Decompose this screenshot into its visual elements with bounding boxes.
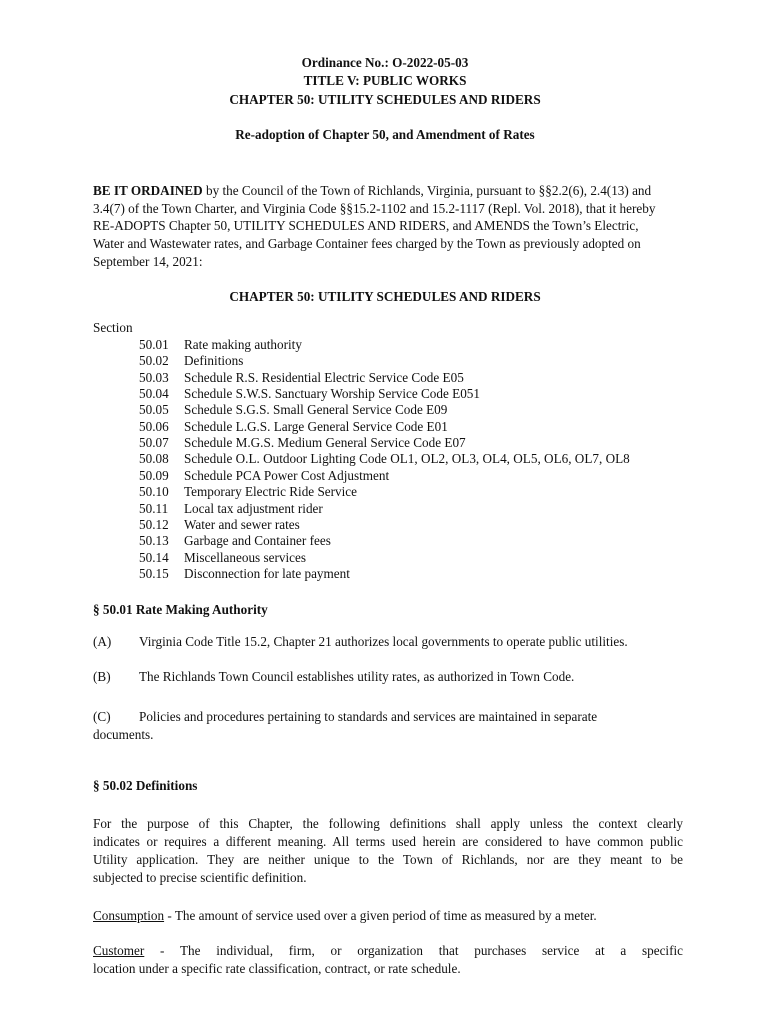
- toc-section-label: Section: [93, 320, 133, 335]
- toc-item-title: Temporary Electric Ride Service: [184, 484, 358, 500]
- toc-item-number: 50.04: [139, 386, 169, 402]
- toc-item-number: 50.11: [139, 500, 169, 516]
- toc-item: [139, 451, 630, 468]
- toc-item-title: Schedule R.S. Residential Electric Service Code E05: [184, 369, 464, 385]
- definitions-line-4: subjected to precise scientific definition.: [93, 870, 307, 885]
- definitions-line-3: Utility application. They are neither unique to the Town of Richlands, nor are they meant to be: [93, 852, 683, 867]
- toc-item-number: 50.14: [139, 549, 169, 565]
- toc-item-title: Schedule O.L. Outdoor Lighting Code OL1, OL2, OL3, OL4, OL5, OL6, OL7, OL8: [184, 451, 630, 467]
- toc-item-number: 50.08: [139, 451, 169, 467]
- def-customer-1: - The individual, firm, or organization that purchases service at a specific: [144, 943, 683, 958]
- toc-item-title: Schedule M.G.S. Medium General Service Code E07: [184, 435, 466, 451]
- toc-item-number: 50.12: [139, 516, 169, 532]
- toc-item: [139, 435, 466, 452]
- toc-item: [139, 419, 448, 436]
- s5001-b-text: The Richlands Town Council establishes utility rates, as authorized in Town Code.: [139, 669, 575, 684]
- toc-item: [139, 386, 480, 403]
- toc-item: [139, 501, 323, 518]
- ordinance-number: Ordinance No.: O-2022-05-03: [301, 55, 469, 70]
- toc-item: [139, 533, 331, 550]
- toc-item: [139, 353, 243, 370]
- def-consumption: - The amount of service used over a given period of time as measured by a meter.: [164, 908, 597, 923]
- definitions-line-2: indicates or requires a different meaning. All terms used herein are considered to have common public: [93, 834, 683, 849]
- toc-item-title: Schedule L.G.S. Large General Service Code E01: [184, 418, 448, 434]
- toc-item-title: Rate making authority: [184, 337, 302, 352]
- title-heading: TITLE V: PUBLIC WORKS: [303, 73, 467, 88]
- toc-item: [139, 566, 350, 583]
- toc-item: [139, 484, 357, 501]
- section-50-01-heading: § 50.01 Rate Making Authority: [93, 602, 268, 617]
- s5001-a-label: (A): [93, 634, 112, 649]
- ordain-line-3: RE-ADOPTS Chapter 50, UTILITY SCHEDULES AND RIDERS, and AMENDS the Town’s Electric,: [93, 218, 639, 233]
- definition-customer-line-2: location under a specific rate classification, contract, or rate schedule.: [93, 961, 461, 976]
- chapter-heading: CHAPTER 50: UTILITY SCHEDULES AND RIDERS: [229, 289, 541, 304]
- s5001-c-text-2: documents.: [93, 727, 154, 742]
- toc-item: [139, 468, 389, 485]
- toc-item-title: Water and sewer rates: [184, 516, 300, 532]
- s5001-a-text: Virginia Code Title 15.2, Chapter 21 authorizes local governments to operate public utilities.: [139, 634, 628, 649]
- ordain-line-5: September 14, 2021:: [93, 254, 203, 269]
- toc-item-title: Definitions: [184, 353, 244, 369]
- definition-customer-line-1: [93, 943, 683, 960]
- ordain-line-1-text: by the Council of the Town of Richlands, Virginia, pursuant to §§2.2(6), 2.4(13) and: [202, 183, 652, 198]
- toc-item-number: 50.13: [139, 533, 169, 549]
- toc-item-number: 50.06: [139, 418, 169, 434]
- ordain-line-2: 3.4(7) of the Town Charter, and Virginia Code §§15.2-1102 and 15.2-1117 (Repl. Vol. 2018), that it hereby: [93, 201, 656, 216]
- ordain-line-1: [93, 183, 683, 200]
- toc-item: [139, 550, 306, 567]
- toc-item-title: Schedule S.W.S. Sanctuary Worship Service Code E051: [184, 386, 480, 402]
- toc-item-title: Schedule S.G.S. Small General Service Code E09: [184, 402, 448, 418]
- s5001-b-label: (B): [93, 669, 111, 684]
- chapter-heading-top: CHAPTER 50: UTILITY SCHEDULES AND RIDERS: [229, 92, 541, 107]
- term-consumption: Consumption: [93, 908, 165, 923]
- toc-item-number: 50.10: [139, 484, 169, 500]
- toc-item-number: 50.03: [139, 369, 169, 385]
- definitions-line-1: For the purpose of this Chapter, the following definitions shall apply unless the context clearly: [93, 816, 683, 831]
- toc-item: [139, 517, 300, 534]
- s5001-c-label: (C): [93, 709, 111, 724]
- toc-item-number: 50.02: [139, 353, 169, 369]
- toc-item-title: Garbage and Container fees: [184, 533, 331, 549]
- toc-item: [139, 370, 464, 387]
- toc-item-title: Schedule PCA Power Cost Adjustment: [184, 467, 390, 483]
- toc-item-number: 50.09: [139, 467, 169, 483]
- toc-item-number: 50.07: [139, 435, 169, 451]
- toc-item-title: Disconnection for late payment: [184, 565, 350, 581]
- s5001-c-text: Policies and procedures pertaining to standards and services are maintained in separate: [139, 709, 598, 724]
- ordain-line-4: Water and Wastewater rates, and Garbage Container fees charged by the Town as previously adopted on: [93, 236, 641, 251]
- ordain-lead: BE IT ORDAINED: [93, 183, 203, 198]
- toc-item: [139, 337, 302, 354]
- toc-item-number: 50.05: [139, 402, 169, 418]
- section-50-02-heading: § 50.02 Definitions: [93, 778, 198, 793]
- toc-item: [139, 402, 447, 419]
- term-customer: Customer: [93, 943, 145, 958]
- toc-item-number: 50.01: [139, 337, 169, 352]
- toc-item-title: Miscellaneous services: [184, 549, 306, 565]
- toc-item-title: Local tax adjustment rider: [184, 500, 323, 516]
- toc-item-number: 50.15: [139, 565, 169, 581]
- subtitle: Re-adoption of Chapter 50, and Amendment of Rates: [235, 127, 535, 142]
- definition-consumption: [93, 908, 683, 925]
